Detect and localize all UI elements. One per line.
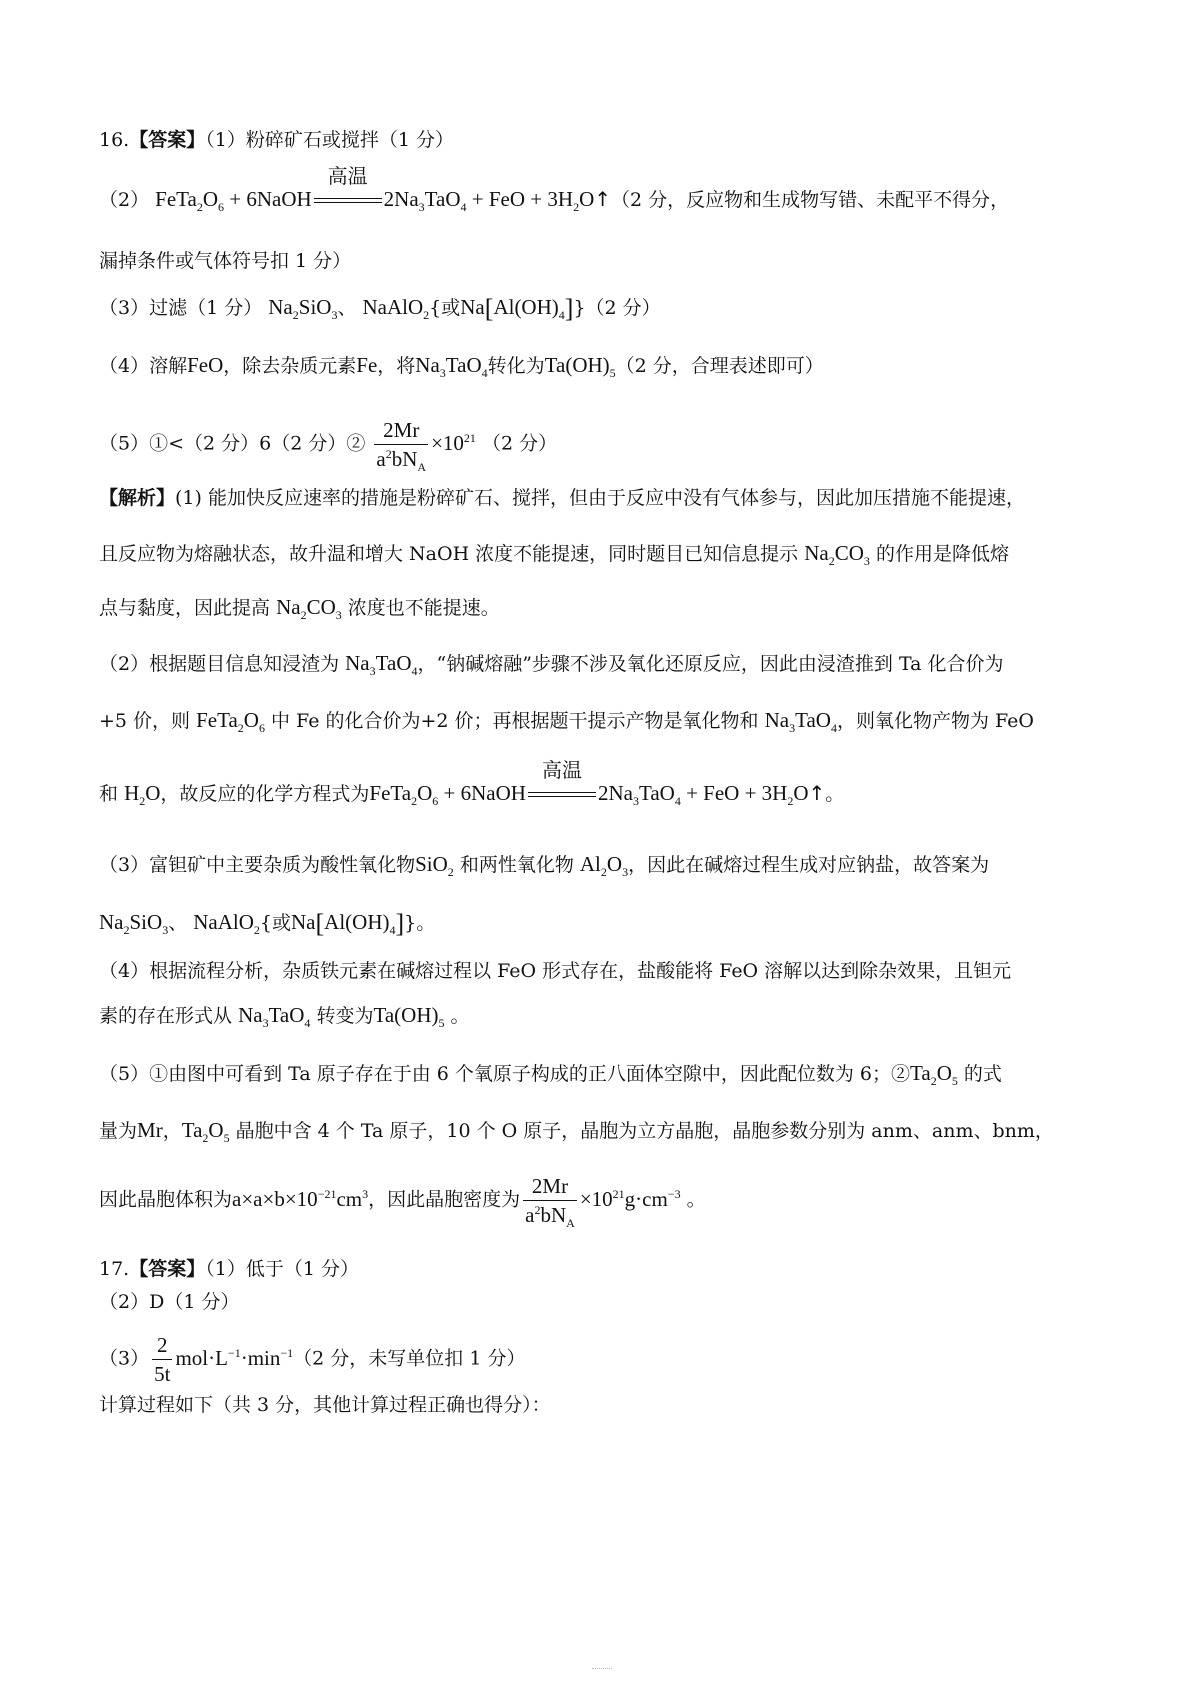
answer-part-5: （5）①<（2 分）6（2 分）② $\frac{2Mr}{a^2bN_A}$ $\times 10^{21}$ （2 分） (99, 418, 558, 474)
reaction-condition: 高温 (528, 781, 596, 809)
answer-part-2-note: 漏掉条件或气体符号扣 1 分） (99, 250, 352, 272)
answer-part-3: （3） $\frac{2}{5t}$ $mol\cdot L^{-1}\cdot\min^{-1}(2$ 分，未写单位扣 1 分） (99, 1333, 526, 1386)
question-number: 16. (99, 129, 130, 151)
analysis-p5-line2: 量为Mr，$Ta_2O_5$ 晶胞中含 4 个 Ta 原子，10 个 O 原子，晶胞为立方晶胞，晶胞参数分别为 anm、anm、bnm， (99, 1118, 1054, 1145)
answer-part-1: （1）低于（1 分） (205, 1258, 359, 1280)
answer-tag: 【答案】 (129, 1258, 206, 1280)
answer-tag: 【答案】 (129, 129, 206, 151)
question-number: 17. (99, 1258, 130, 1280)
reaction-condition: 高温 (314, 187, 382, 215)
answer-part-2: （2） $FeTa_2O_6$ + 6NaOH 高温 $2Na_3TaO_4$ + FeO + $3H_2O↑(2$ 分，反应物和生成物写错、未配平不得分， (99, 166, 1010, 214)
footer-mark (592, 1668, 612, 1669)
analysis-p3-line1: （3）富钽矿中主要杂质为酸性氧化物SiO$_2$ 和两性氧化物 $Al_2O_3$，因此在碱熔过程生成对应钠盐，故答案为 (99, 852, 990, 879)
calculation-intro: 计算过程如下（共 3 分，其他计算过程正确也得分）： (99, 1394, 551, 1416)
answer-part-2: （2）D（1 分） (99, 1291, 240, 1313)
analysis-p5-line1: （5）①由图中可看到 Ta 原子存在于由 6 个氧原子构成的正八面体空隙中，因此配位数为 6；$②Ta_2O_5$ 的式 (99, 1061, 1002, 1088)
analysis-p1-line1: 【解析】(1) 能加快反应速率的措施是粉碎矿石、搅拌，但由于反应中没有气体参与，因此加压措施不能提速， (99, 487, 1025, 509)
analysis-p4-line2: 素的存在形式从 $Na_3TaO_4$ 转变为$Ta(OH)_5$ 。 (99, 1003, 470, 1030)
answer-part-4: （4）溶解FeO，除去杂质元素Fe，将$Na_3TaO_4$转化为$Ta(OH)_5(2$ 分，合理表述即可） (99, 353, 824, 380)
analysis-p1-line3: 点与黏度，因此提高 $Na_2CO_3$ 浓度也不能提速。 (99, 595, 500, 622)
q17-answer-header (99, 1255, 359, 1283)
density-fraction: $\frac{2Mr}{a^2bN_A}$ (376, 418, 427, 474)
analysis-p5-line3: 因此晶胞体积为$a\times a\times b\times 10^{-21}cm^3$，因此晶胞密度为 $\frac{2Mr}{a^2bN_A}$ $\times 10^{21}g\cdot cm^{-3}$ 。 (99, 1174, 706, 1230)
analysis-p2-line3: 和 $H_2O$，故反应的化学方程式为$FeTa_2O_6$ + 6NaOH 高温 $2Na_3TaO_4$ + FeO + $3H_2O↑$。 (99, 760, 845, 808)
analysis-p3-line2: $Na_2SiO_3$、 NaAlO$_2${或$Na[Al(OH)_4]$}。 (99, 909, 436, 938)
q16-answer-header (99, 126, 454, 154)
analysis-p1-line2: 且反应物为熔融状态，故升温和增大 NaOH 浓度不能提速，同时题目已知信息提示 $Na_2CO_3$ 的作用是降低熔 (99, 541, 1009, 568)
analysis-tag: 【解析】 (99, 487, 176, 509)
rate-fraction: $\frac{2}{5t}$ (154, 1333, 171, 1386)
answer-part-1: （1）粉碎矿石或搅拌（1 分） (205, 129, 454, 151)
analysis-p2-line2: +5 价，则 $FeTa_2O_6$ 中 Fe 的化合价为+2 价；再根据题干提示产物是氧化物和 $Na_3TaO_4$，则氧化物产物为 FeO (99, 708, 1034, 735)
density-fraction: $\frac{2Mr}{a^2bN_A}$ (525, 1174, 575, 1230)
answer-part-3: （3）过滤（1 分） $Na_2SiO_3$、 NaAlO$_2${或$Na[Al(OH)_4]\}(2$ 分） (99, 294, 661, 323)
analysis-p2-line1: （2）根据题目信息知浸渣为 $Na_3TaO_4$，“钠碱熔融”步骤不涉及氧化还原反应，因此由浸渣推到 Ta 化合价为 (99, 651, 1004, 678)
equation: $FeTa_2O_6$ + 6NaOH 高温 $2Na_3TaO_4$ + FeO + $3H_2O↑$ (155, 166, 611, 214)
analysis-p4-line1: （4）根据流程分析，杂质铁元素在碱熔过程以 FeO 形式存在，盐酸能将 FeO 溶解以达到除杂效果，且钽元 (99, 960, 1012, 982)
